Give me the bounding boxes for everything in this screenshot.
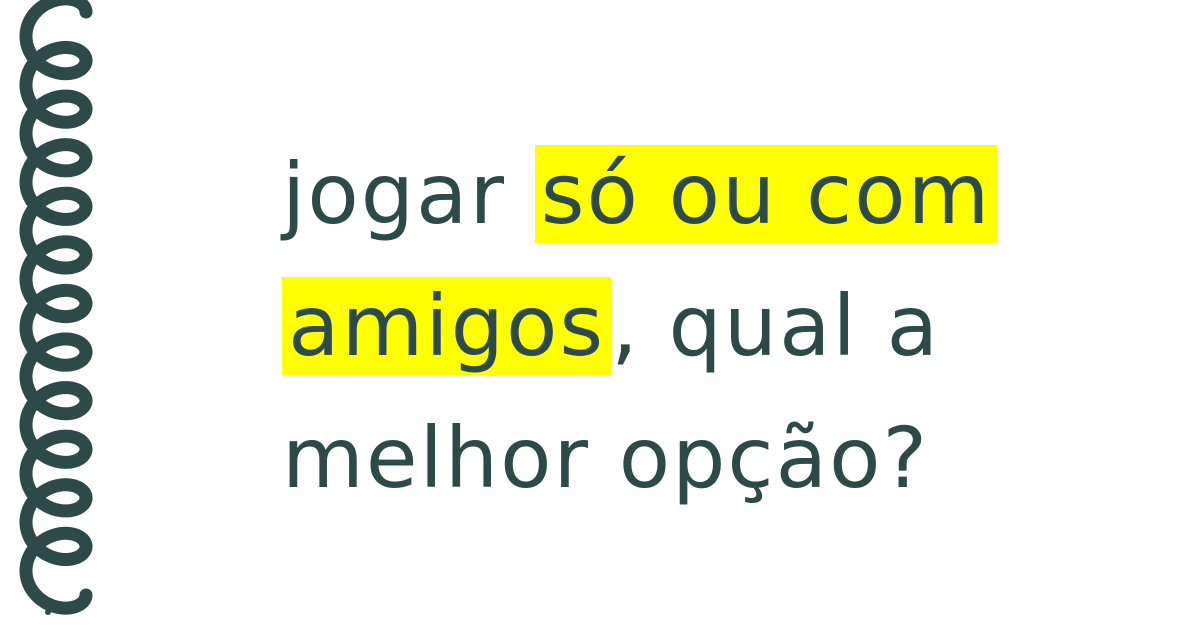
highlight-1: só ou com: [535, 145, 998, 243]
headline-line-1: [282, 128, 1142, 260]
headline-text-1: jogar: [282, 145, 535, 243]
headline-text-2: , qual a: [611, 277, 941, 375]
headline-line-2: [282, 260, 1142, 392]
headline-line-3: [282, 392, 1142, 524]
spiral-icon: [0, 0, 130, 630]
headline-text-3: melhor opção?: [282, 409, 930, 507]
headline: [282, 128, 1142, 524]
highlight-2: amigos: [282, 277, 611, 375]
